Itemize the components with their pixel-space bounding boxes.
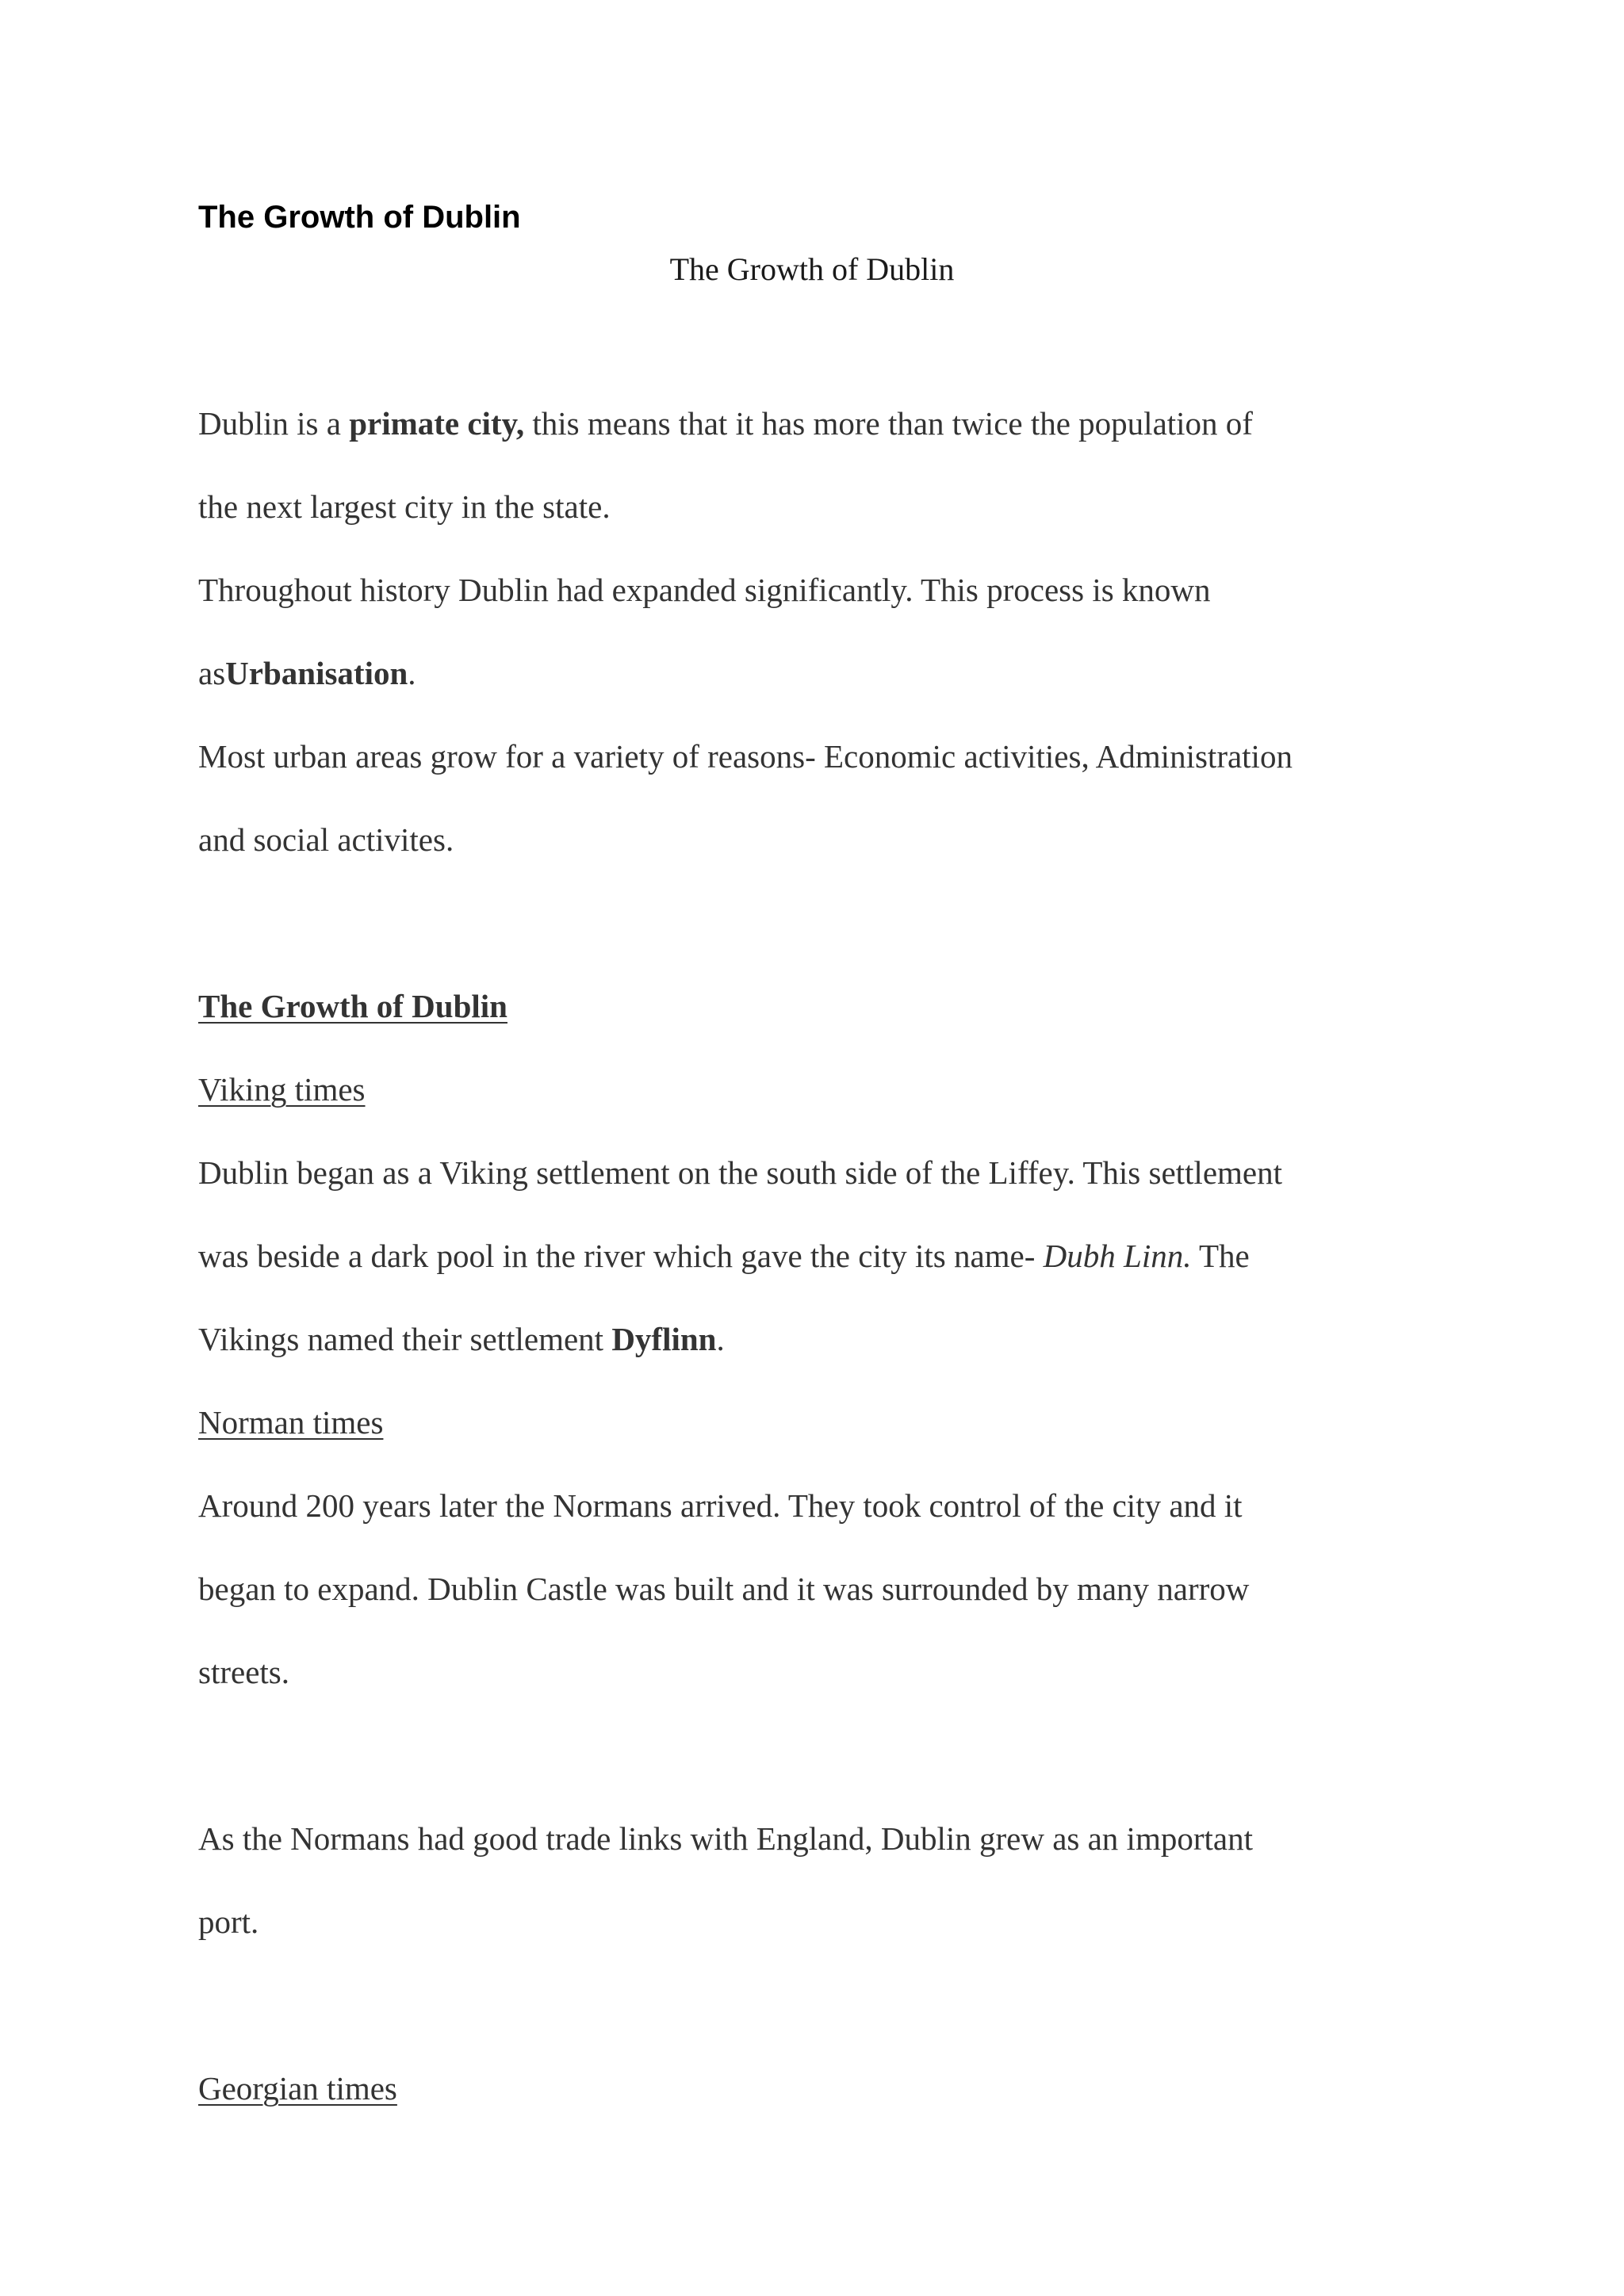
viking-text: Vikings named their settlement — [198, 1321, 612, 1357]
document-title: The Growth of Dublin — [669, 251, 955, 287]
norman-line-3: streets. — [198, 1654, 289, 1690]
norman-line-5: port. — [198, 1904, 259, 1940]
norman-line-2: began to expand. Dublin Castle was built and it was surrounded by many narrow — [198, 1571, 1250, 1607]
intro-text: Dublin is a — [198, 405, 350, 442]
document-header: The Growth of Dublin — [198, 200, 521, 235]
dubh-linn-term: Dubh Linn. — [1043, 1238, 1192, 1274]
intro-text: this means that it has more than twice the population of — [524, 405, 1253, 442]
norman-line-4: As the Normans had good trade links with England, Dublin grew as an important — [198, 1820, 1253, 1857]
primate-city-term: primate city, — [349, 405, 525, 442]
intro-line-2: the next largest city in the state. — [198, 488, 611, 525]
georgian-heading: Georgian times — [198, 2070, 397, 2107]
viking-text: . — [716, 1321, 725, 1357]
intro-line-4 — [198, 654, 416, 693]
intro-line-6: and social activites. — [198, 821, 454, 858]
viking-line-2 — [198, 1237, 1250, 1276]
intro-text: as — [198, 655, 226, 691]
urbanisation-term: Urbanisation — [225, 655, 408, 691]
viking-line-3 — [198, 1320, 725, 1359]
intro-line-1 — [198, 404, 1253, 443]
intro-line-3: Throughout history Dublin had expanded significantly. This process is known — [198, 572, 1211, 608]
intro-line-5: Most urban areas grow for a variety of reasons- Economic activities, Administration — [198, 738, 1293, 775]
viking-text: was beside a dark pool in the river which gave the city its name- — [198, 1238, 1044, 1274]
norman-heading: Norman times — [198, 1404, 384, 1441]
section-heading: The Growth of Dublin — [198, 988, 508, 1024]
norman-line-1: Around 200 years later the Normans arrived. They took control of the city and it — [198, 1487, 1243, 1524]
viking-text: The — [1191, 1238, 1250, 1274]
intro-text: . — [408, 655, 416, 691]
viking-heading: Viking times — [198, 1071, 366, 1108]
dyflinn-term: Dyflinn — [611, 1321, 717, 1357]
viking-line-1: Dublin began as a Viking settlement on the south side of the Liffey. This settlement — [198, 1154, 1282, 1191]
